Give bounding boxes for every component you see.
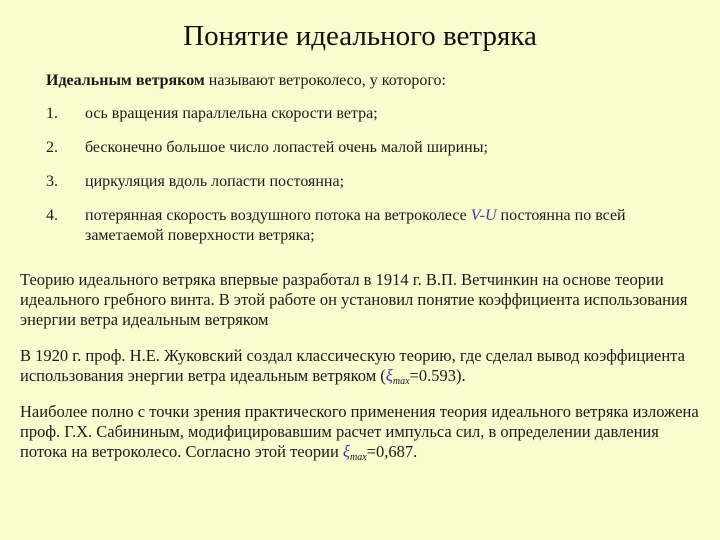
list-item-text: ось вращения параллельна скорости ветра; [85, 105, 378, 122]
paragraph-text: В 1920 г. проф. Н.Е. Жуковский создал классическую теорию, где сделал вывод коэффициента использования энергии ветра идеальным ветряком ( [20, 346, 685, 385]
intro-line [46, 71, 686, 91]
velocity-highlight: V-U [470, 207, 497, 224]
paragraph-zhukovsky [20, 346, 700, 392]
paragraph-text: =0,687. [366, 442, 418, 461]
list-item-text: циркуляция вдоль лопасти постоянна; [85, 173, 345, 190]
paragraph-text: Наиболее полно с точки зрения практического применения теория идеального ветряка изложена проф. Г.Х. Сабининым, модифицировавшим расчет импульса сил, в определении давления потока на ветроколесо. Согласно этой теории [20, 402, 699, 461]
paragraph-text: =0.593). [409, 366, 466, 385]
list-item-number: 4. [46, 207, 58, 224]
xi-subscript: max [349, 452, 367, 463]
xi-symbol: ξ [342, 442, 350, 461]
list-item-number: 2. [46, 139, 58, 156]
list-item-text-after: постоянна по всей заметаемой поверхности ветряка; [85, 207, 626, 244]
list-item-text: бесконечно большое число лопастей очень малой ширины; [85, 139, 488, 156]
list-item-number: 1. [46, 105, 58, 122]
list-item-number: 3. [46, 173, 58, 190]
list-item-text-before: потерянная скорость воздушного потока на ветроколесе [85, 207, 471, 224]
xi-symbol: ξ [385, 366, 393, 385]
paragraph-sabinin [20, 402, 700, 468]
slide-title: Понятие идеального ветряка [183, 20, 537, 52]
intro-rest: называют ветроколесо, у которого: [204, 72, 446, 89]
paragraph-vetchinkin: Теорию идеального ветряка впервые разработал в 1914 г. В.П. Ветчинкин на основе теории идеального гребного винта. В этой работе он установил понятие коэффициента использования энергии ветра идеальным ветряком [20, 270, 688, 329]
intro-bold: Идеальным ветряком [46, 72, 205, 89]
xi-subscript: max [392, 376, 410, 387]
list-item-text [85, 206, 685, 246]
